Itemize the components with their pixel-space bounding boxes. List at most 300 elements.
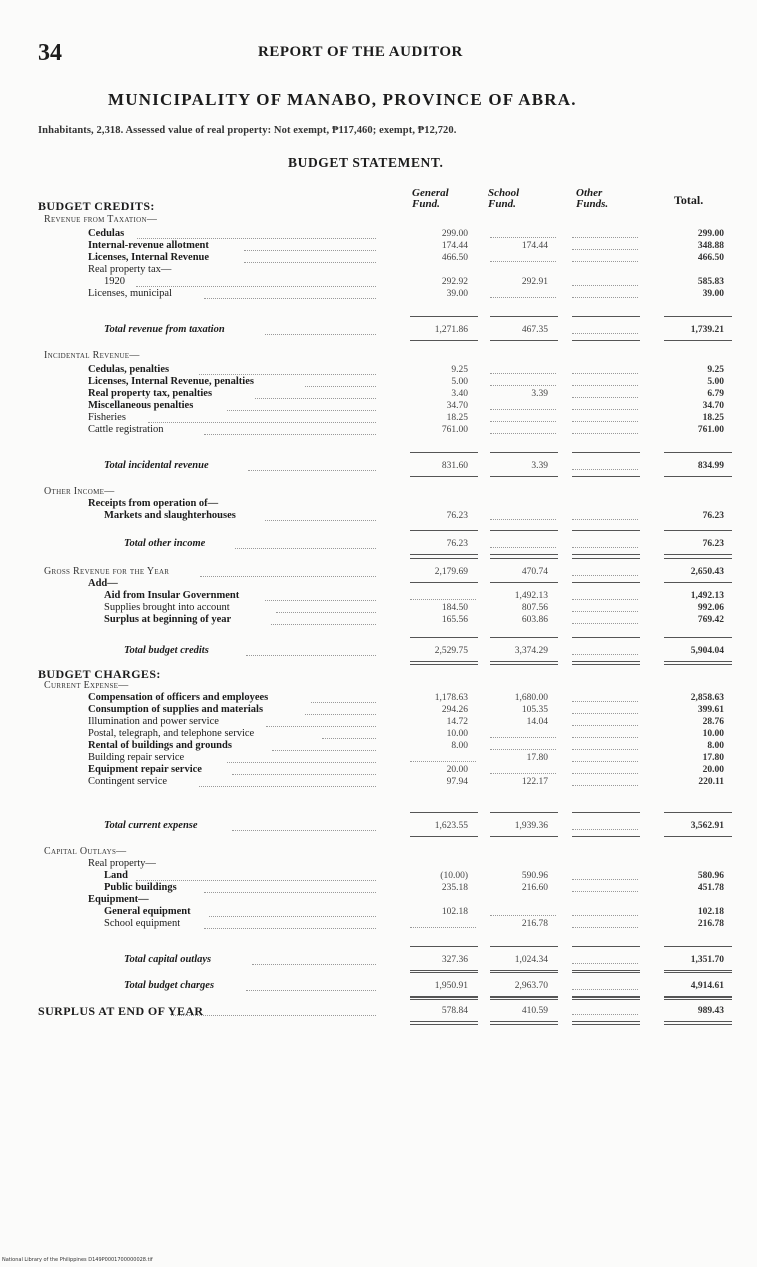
general-fund-value: 761.00 bbox=[441, 425, 468, 435]
total-rule bbox=[410, 1024, 478, 1025]
table-row bbox=[0, 388, 757, 400]
scan-footer: National Library of the Philippines D149P0001700000028.tif bbox=[2, 1257, 153, 1263]
empty-cell-dots bbox=[572, 879, 638, 880]
total-value: 2,858.63 bbox=[690, 693, 724, 703]
empty-cell-dots bbox=[572, 261, 638, 262]
total-rule bbox=[490, 1021, 558, 1022]
total-rule bbox=[410, 1021, 478, 1022]
empty-cell-dots bbox=[572, 237, 638, 238]
empty-cell-dots bbox=[572, 915, 638, 916]
total-rule bbox=[572, 946, 640, 947]
table-row bbox=[0, 350, 757, 362]
table-row bbox=[0, 214, 757, 226]
school-fund-value: 216.60 bbox=[521, 883, 548, 893]
total-value: 216.78 bbox=[697, 919, 724, 929]
general-fund-value: 1,950.91 bbox=[434, 981, 468, 991]
leader-dots bbox=[272, 750, 376, 751]
total-value: 580.96 bbox=[697, 871, 724, 881]
empty-cell-dots bbox=[490, 409, 556, 410]
empty-cell-dots bbox=[572, 725, 638, 726]
general-fund-value: 292.92 bbox=[441, 277, 468, 287]
general-fund-value: 165.56 bbox=[441, 615, 468, 625]
school-fund-value: 216.78 bbox=[521, 919, 548, 929]
empty-cell-dots bbox=[572, 1014, 638, 1015]
school-fund-value: 470.74 bbox=[521, 567, 548, 577]
school-fund-value: 1,939.36 bbox=[514, 821, 548, 831]
total-rule bbox=[572, 1021, 640, 1022]
table-row bbox=[0, 240, 757, 252]
total-value: 2,650.43 bbox=[690, 567, 724, 577]
table-row bbox=[0, 200, 757, 212]
total-rule bbox=[410, 946, 478, 947]
row-label: Total revenue from taxation bbox=[104, 324, 225, 335]
total-rule bbox=[664, 558, 732, 559]
total-rule bbox=[664, 946, 732, 947]
empty-cell-dots bbox=[572, 611, 638, 612]
table-row bbox=[0, 740, 757, 752]
total-rule bbox=[572, 812, 640, 813]
row-label: Illumination and power service bbox=[88, 716, 219, 727]
general-fund-value: 5.00 bbox=[451, 377, 468, 387]
total-rule bbox=[490, 1024, 558, 1025]
total-rule bbox=[664, 1021, 732, 1022]
empty-cell-dots bbox=[572, 421, 638, 422]
empty-cell-dots bbox=[572, 297, 638, 298]
general-fund-value: 97.94 bbox=[446, 777, 468, 787]
school-fund-value: 467.35 bbox=[521, 325, 548, 335]
row-label: Licenses, municipal bbox=[88, 288, 172, 299]
row-label: Real property tax, penalties bbox=[88, 388, 213, 399]
total-rule bbox=[490, 554, 558, 555]
table-row bbox=[0, 424, 757, 436]
total-rule bbox=[490, 661, 558, 662]
row-label: Land bbox=[104, 870, 128, 881]
total-value: 585.83 bbox=[697, 277, 724, 287]
total-rule bbox=[410, 836, 478, 837]
empty-cell-dots bbox=[572, 713, 638, 714]
row-label: Total incidental revenue bbox=[104, 460, 209, 471]
table-row bbox=[0, 906, 757, 918]
total-rule bbox=[572, 558, 640, 559]
table-row bbox=[0, 668, 757, 680]
empty-cell-dots bbox=[572, 749, 638, 750]
table-row bbox=[0, 602, 757, 614]
total-rule bbox=[664, 664, 732, 665]
total-rule bbox=[490, 452, 558, 453]
column-header-general-fund: General Fund. bbox=[412, 187, 449, 210]
total-rule bbox=[490, 530, 558, 531]
leader-dots bbox=[200, 576, 376, 577]
table-row bbox=[0, 498, 757, 510]
leader-dots bbox=[276, 612, 376, 613]
row-label: Cedulas, penalties bbox=[88, 364, 170, 375]
table-row bbox=[0, 846, 757, 858]
leader-dots bbox=[204, 434, 376, 435]
total-rule bbox=[572, 997, 640, 998]
empty-cell-dots bbox=[572, 519, 638, 520]
row-label: Other Income— bbox=[44, 486, 115, 497]
total-rule bbox=[664, 999, 732, 1000]
table-row bbox=[0, 716, 757, 728]
row-label: Cattle registration bbox=[88, 424, 164, 435]
empty-cell-dots bbox=[490, 749, 556, 750]
leader-dots bbox=[311, 702, 376, 703]
total-value: 834.99 bbox=[697, 461, 724, 471]
general-fund-value: 1,178.63 bbox=[434, 693, 468, 703]
empty-cell-dots bbox=[490, 261, 556, 262]
leader-dots bbox=[199, 786, 376, 787]
total-value: 5.00 bbox=[707, 377, 724, 387]
row-label: Fisheries bbox=[88, 412, 126, 423]
total-value: 220.11 bbox=[698, 777, 724, 787]
total-rule bbox=[410, 664, 478, 665]
total-rule bbox=[572, 661, 640, 662]
leader-dots bbox=[246, 655, 376, 656]
total-rule bbox=[410, 997, 478, 998]
leader-dots bbox=[136, 286, 376, 287]
row-label: Equipment— bbox=[88, 894, 149, 905]
leader-dots bbox=[227, 762, 376, 763]
table-row bbox=[0, 882, 757, 894]
total-rule bbox=[664, 997, 732, 998]
general-fund-value: 3.40 bbox=[451, 389, 468, 399]
table-row bbox=[0, 704, 757, 716]
running-head: REPORT OF THE AUDITOR bbox=[258, 44, 463, 60]
total-value: 102.18 bbox=[697, 907, 724, 917]
empty-cell-dots bbox=[572, 373, 638, 374]
table-row bbox=[0, 324, 757, 336]
row-label: Miscellaneous penalties bbox=[88, 400, 194, 411]
leader-dots bbox=[148, 422, 376, 423]
total-rule bbox=[410, 554, 478, 555]
leader-dots bbox=[171, 1015, 376, 1016]
school-fund-value: 17.80 bbox=[526, 753, 548, 763]
table-row bbox=[0, 858, 757, 870]
leader-dots bbox=[271, 624, 376, 625]
total-rule bbox=[664, 340, 732, 341]
table-row bbox=[0, 252, 757, 264]
total-rule bbox=[664, 972, 732, 973]
total-value: 39.00 bbox=[702, 289, 724, 299]
empty-cell-dots bbox=[490, 547, 556, 548]
total-value: 6.79 bbox=[707, 389, 724, 399]
leader-dots bbox=[252, 964, 376, 965]
leader-dots bbox=[305, 714, 376, 715]
total-rule bbox=[572, 476, 640, 477]
empty-cell-dots bbox=[572, 963, 638, 964]
total-value: 299.00 bbox=[697, 229, 724, 239]
total-rule bbox=[410, 476, 478, 477]
general-fund-value: 34.70 bbox=[446, 401, 468, 411]
total-value: 4,914.61 bbox=[690, 981, 724, 991]
general-fund-value: 39.00 bbox=[446, 289, 468, 299]
total-rule bbox=[664, 812, 732, 813]
total-value: 1,492.13 bbox=[690, 591, 724, 601]
empty-cell-dots bbox=[572, 701, 638, 702]
row-label: Receipts from operation of— bbox=[88, 498, 219, 509]
page-title: MUNICIPALITY OF MANABO, PROVINCE OF ABRA. bbox=[108, 90, 577, 109]
total-rule bbox=[490, 476, 558, 477]
table-row bbox=[0, 692, 757, 704]
general-fund-value: 9.25 bbox=[451, 365, 468, 375]
general-fund-value: 184.50 bbox=[441, 603, 468, 613]
general-fund-value: 578.84 bbox=[441, 1006, 468, 1016]
table-row bbox=[0, 264, 757, 276]
total-rule bbox=[664, 554, 732, 555]
total-rule bbox=[490, 340, 558, 341]
table-row bbox=[0, 680, 757, 692]
leader-dots bbox=[244, 262, 376, 263]
table-row bbox=[0, 752, 757, 764]
table-row bbox=[0, 590, 757, 602]
empty-cell-dots bbox=[410, 927, 476, 928]
leader-dots bbox=[204, 298, 376, 299]
total-rule bbox=[490, 972, 558, 973]
total-rule bbox=[664, 836, 732, 837]
leader-dots bbox=[227, 410, 376, 411]
school-fund-value: 292.91 bbox=[521, 277, 548, 287]
empty-cell-dots bbox=[572, 761, 638, 762]
leader-dots bbox=[232, 830, 376, 831]
total-value: 399.61 bbox=[697, 705, 724, 715]
general-fund-value: 174.44 bbox=[441, 241, 468, 251]
empty-cell-dots bbox=[572, 385, 638, 386]
empty-cell-dots bbox=[572, 333, 638, 334]
row-label: Capital Outlays— bbox=[44, 846, 127, 857]
empty-cell-dots bbox=[572, 654, 638, 655]
empty-cell-dots bbox=[490, 773, 556, 774]
general-fund-value: 235.18 bbox=[441, 883, 468, 893]
row-label: Real property— bbox=[88, 858, 156, 869]
total-rule bbox=[410, 972, 478, 973]
table-row bbox=[0, 980, 757, 992]
total-rule bbox=[410, 661, 478, 662]
total-value: 3,562.91 bbox=[690, 821, 724, 831]
row-label: Total budget credits bbox=[124, 645, 209, 656]
total-value: 76.23 bbox=[702, 539, 724, 549]
table-row bbox=[0, 728, 757, 740]
total-rule bbox=[572, 637, 640, 638]
row-label: BUDGET CREDITS: bbox=[38, 199, 155, 213]
table-row bbox=[0, 412, 757, 424]
general-fund-value: 8.00 bbox=[451, 741, 468, 751]
school-fund-value: 3,374.29 bbox=[514, 646, 548, 656]
leader-dots bbox=[204, 928, 376, 929]
total-rule bbox=[572, 452, 640, 453]
total-rule bbox=[490, 316, 558, 317]
leader-dots bbox=[232, 774, 376, 775]
empty-cell-dots bbox=[572, 829, 638, 830]
row-label: Rental of buildings and grounds bbox=[88, 740, 232, 751]
table-row bbox=[0, 228, 757, 240]
total-value: 9.25 bbox=[707, 365, 724, 375]
empty-cell-dots bbox=[572, 547, 638, 548]
general-fund-value: 831.60 bbox=[441, 461, 468, 471]
general-fund-value: 327.36 bbox=[441, 955, 468, 965]
total-rule bbox=[572, 1024, 640, 1025]
row-label: Total other income bbox=[124, 538, 206, 549]
leader-dots bbox=[137, 238, 376, 239]
total-rule bbox=[490, 999, 558, 1000]
leader-dots bbox=[322, 738, 376, 739]
empty-cell-dots bbox=[572, 623, 638, 624]
total-rule bbox=[572, 836, 640, 837]
school-fund-value: 122.17 bbox=[521, 777, 548, 787]
school-fund-value: 174.44 bbox=[521, 241, 548, 251]
row-label: Incidental Revenue— bbox=[44, 350, 140, 361]
page-number: 34 bbox=[38, 40, 62, 66]
total-value: 992.06 bbox=[697, 603, 724, 613]
total-value: 989.43 bbox=[697, 1006, 724, 1016]
row-label: 1920 bbox=[104, 276, 125, 287]
total-value: 348.88 bbox=[697, 241, 724, 251]
empty-cell-dots bbox=[572, 773, 638, 774]
table-row bbox=[0, 276, 757, 288]
general-fund-value: 294.26 bbox=[441, 705, 468, 715]
row-label: Building repair service bbox=[88, 752, 185, 763]
leader-dots bbox=[136, 880, 376, 881]
leader-dots bbox=[255, 398, 376, 399]
leader-dots bbox=[246, 990, 376, 991]
leader-dots bbox=[266, 726, 376, 727]
table-row bbox=[0, 566, 757, 578]
total-rule bbox=[410, 558, 478, 559]
school-fund-value: 14.04 bbox=[526, 717, 548, 727]
row-label: Add— bbox=[88, 578, 118, 589]
total-rule bbox=[410, 970, 478, 971]
total-rule bbox=[572, 999, 640, 1000]
empty-cell-dots bbox=[490, 385, 556, 386]
school-fund-value: 3.39 bbox=[531, 461, 548, 471]
row-label: BUDGET CHARGES: bbox=[38, 667, 161, 681]
empty-cell-dots bbox=[490, 237, 556, 238]
empty-cell-dots bbox=[410, 761, 476, 762]
table-row bbox=[0, 954, 757, 966]
general-fund-value: 466.50 bbox=[441, 253, 468, 263]
row-label: School equipment bbox=[104, 918, 181, 929]
total-rule bbox=[572, 972, 640, 973]
total-value: 20.00 bbox=[702, 765, 724, 775]
general-fund-value: 2,529.75 bbox=[434, 646, 468, 656]
school-fund-value: 807.56 bbox=[521, 603, 548, 613]
table-row bbox=[0, 364, 757, 376]
row-label: Compensation of officers and employees bbox=[88, 692, 269, 703]
empty-cell-dots bbox=[490, 297, 556, 298]
column-header-other-funds: Other Funds. bbox=[576, 187, 609, 210]
general-fund-value: 102.18 bbox=[441, 907, 468, 917]
total-rule bbox=[490, 997, 558, 998]
row-label: Supplies brought into account bbox=[104, 602, 230, 613]
empty-cell-dots bbox=[572, 249, 638, 250]
total-value: 1,351.70 bbox=[690, 955, 724, 965]
total-value: 34.70 bbox=[702, 401, 724, 411]
row-label: Internal-revenue allotment bbox=[88, 240, 209, 251]
empty-cell-dots bbox=[490, 433, 556, 434]
total-rule bbox=[572, 970, 640, 971]
total-rule bbox=[664, 452, 732, 453]
leader-dots bbox=[265, 334, 376, 335]
table-row bbox=[0, 460, 757, 472]
table-row bbox=[0, 1005, 757, 1017]
total-rule bbox=[410, 999, 478, 1000]
table-row bbox=[0, 486, 757, 498]
row-label: Contingent service bbox=[88, 776, 168, 787]
row-label: Cedulas bbox=[88, 228, 125, 239]
row-label: Surplus at beginning of year bbox=[104, 614, 232, 625]
table-row bbox=[0, 376, 757, 388]
leader-dots bbox=[305, 386, 376, 387]
row-label: Consumption of supplies and materials bbox=[88, 704, 264, 715]
table-row bbox=[0, 614, 757, 626]
school-fund-value: 1,024.34 bbox=[514, 955, 548, 965]
leader-dots bbox=[199, 374, 376, 375]
total-rule bbox=[410, 530, 478, 531]
row-label: Total capital outlays bbox=[124, 954, 212, 965]
leader-dots bbox=[248, 470, 376, 471]
school-fund-value: 1,680.00 bbox=[514, 693, 548, 703]
leader-dots bbox=[265, 520, 376, 521]
row-label: Total current expense bbox=[104, 820, 198, 831]
table-row bbox=[0, 578, 757, 590]
leader-dots bbox=[244, 250, 376, 251]
total-value: 8.00 bbox=[707, 741, 724, 751]
empty-cell-dots bbox=[572, 927, 638, 928]
table-row bbox=[0, 776, 757, 788]
general-fund-value: 1,271.86 bbox=[434, 325, 468, 335]
total-rule bbox=[664, 530, 732, 531]
general-fund-value: 2,179.69 bbox=[434, 567, 468, 577]
total-rule bbox=[410, 340, 478, 341]
general-fund-value: (10.00) bbox=[440, 871, 468, 881]
leader-dots bbox=[204, 892, 376, 893]
total-rule bbox=[664, 316, 732, 317]
empty-cell-dots bbox=[572, 285, 638, 286]
total-rule bbox=[490, 970, 558, 971]
school-fund-value: 603.86 bbox=[521, 615, 548, 625]
total-value: 5,904.04 bbox=[690, 646, 724, 656]
total-rule bbox=[572, 530, 640, 531]
school-fund-value: 3.39 bbox=[531, 389, 548, 399]
total-rule bbox=[664, 1024, 732, 1025]
column-header-total: Total. bbox=[674, 193, 704, 207]
empty-cell-dots bbox=[572, 409, 638, 410]
row-label: Markets and slaughterhouses bbox=[104, 510, 236, 521]
empty-cell-dots bbox=[572, 785, 638, 786]
empty-cell-dots bbox=[490, 737, 556, 738]
row-label: Public buildings bbox=[104, 882, 177, 893]
row-label: Licenses, Internal Revenue, penalties bbox=[88, 376, 254, 387]
total-rule bbox=[664, 661, 732, 662]
total-rule bbox=[572, 340, 640, 341]
total-rule bbox=[664, 637, 732, 638]
row-label: Equipment repair service bbox=[88, 764, 202, 775]
empty-cell-dots bbox=[490, 373, 556, 374]
total-rule bbox=[490, 812, 558, 813]
school-fund-value: 1,492.13 bbox=[514, 591, 548, 601]
table-row bbox=[0, 645, 757, 657]
school-fund-value: 410.59 bbox=[521, 1006, 548, 1016]
general-fund-value: 76.23 bbox=[446, 511, 468, 521]
total-value: 1,739.21 bbox=[690, 325, 724, 335]
row-label: Postal, telegraph, and telephone service bbox=[88, 728, 255, 739]
row-label: SURPLUS AT END OF YEAR bbox=[38, 1004, 204, 1018]
row-label: Total budget charges bbox=[124, 980, 215, 991]
table-row bbox=[0, 764, 757, 776]
school-fund-value: 590.96 bbox=[521, 871, 548, 881]
total-rule bbox=[490, 664, 558, 665]
empty-cell-dots bbox=[572, 397, 638, 398]
row-label: Licenses, Internal Revenue bbox=[88, 252, 210, 263]
